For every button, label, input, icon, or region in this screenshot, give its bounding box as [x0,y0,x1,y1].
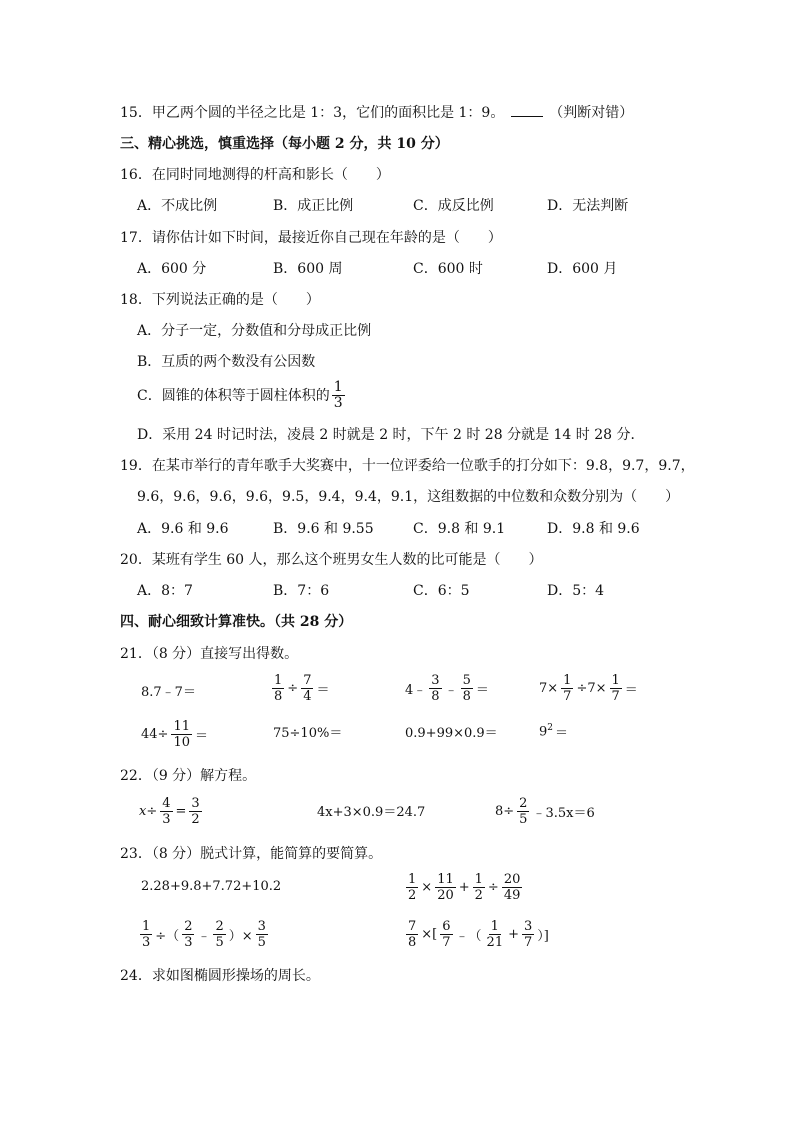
denominator: 8 [431,689,440,704]
equals-sign: = [175,804,187,819]
option-b: B．成正比例 [273,198,354,214]
expression-text: 7× [539,681,559,696]
equals-sign: ＝ [624,683,638,698]
numerator: 6 [442,919,451,934]
fraction [429,673,441,704]
expression-text: x÷ [139,804,158,819]
exponent: 2 [547,722,554,733]
fraction [522,919,534,950]
numerator: 7 [408,919,417,934]
option-a: A．600 分 [137,261,207,277]
question-24-stem: 24．求如图椭圆形操场的周长。 [120,968,320,984]
denominator: 3 [184,935,193,950]
question-17-stem: 17．请你估计如下时间，最接近你自己现在年龄的是（ ） [120,230,502,246]
numerator: 1 [611,673,620,688]
option-b: B．互质的两个数没有公因数 [137,354,316,370]
denominator: 20 [437,888,454,903]
answer-blank [511,104,543,117]
operator: ÷ [287,681,299,696]
expression [272,722,343,740]
numerator: 3 [191,796,200,811]
numerator: 20 [503,872,521,887]
option-d: D．5：4 [547,583,605,599]
equation [494,796,596,827]
expression [404,919,550,950]
expression [404,722,499,740]
denominator: 7 [524,935,533,950]
fraction [160,796,172,827]
expression [538,722,569,740]
option-c: C．600 时 [413,261,483,277]
equals-sign: ＝ [475,683,489,698]
option-d: D．采用 24 时记时法，凌晨 2 时就是 2 时，下午 2 时 28 分就是 14 时 28 分． [137,427,645,443]
denominator: 7 [442,935,451,950]
numerator: 2 [215,919,224,934]
expression-text: 75÷10%＝ [273,725,343,741]
question-20-stem: 20．某班有学生 60 人，那么这个班男女生人数的比可能是（ ） [120,552,543,568]
numerator: 3 [257,919,266,934]
numerator: 1 [333,379,343,395]
operator: ×[ [421,927,438,942]
denominator: 49 [503,888,521,903]
expression-text: 8÷ [495,804,515,819]
section-3-heading: 三、精心挑选，慎重选择（每小题 2 分，共 10 分） [120,136,449,152]
expression-text: 8.7﹣7＝ [141,684,196,700]
question-16-stem: 16．在同时同地测得的杆高和影长（ ） [120,167,390,183]
numerator: 4 [162,796,171,811]
denominator: 5 [215,935,224,950]
expression [138,919,270,950]
fraction [301,673,313,704]
option-c: C．6：5 [413,583,470,599]
fraction [435,872,456,903]
numerator: 1 [274,673,283,688]
operator: ﹣ [197,929,211,944]
fraction [517,796,529,827]
option-a: A．不成比例 [137,198,218,214]
expression [538,673,639,704]
expression-text: 4x+3×0.9＝24.7 [317,804,426,820]
operator: + [458,880,470,895]
fraction [406,872,418,903]
expression [140,877,282,895]
numerator: 7 [303,673,312,688]
question-22-stem: 22．（9 分）解方程。 [120,768,257,784]
option-d: D．600 月 [547,261,618,277]
denominator: 3 [162,812,171,827]
denominator: 8 [274,689,283,704]
denominator: 10 [173,735,190,750]
expression-text: 0.9+99×0.9＝ [405,725,498,741]
question-18-stem: 18．下列说法正确的是（ ） [120,292,320,308]
expression-text: 44÷ [141,727,169,742]
question-21-stem: 21．（8 分）直接写出得数。 [120,646,299,662]
equation [138,796,204,827]
denominator: 4 [303,689,312,704]
option-a: A．8：7 [137,583,193,599]
operator: ）× [228,929,253,944]
question-19-stem-line2: 9.6，9.6，9.6，9.6，9.5，9.4，9.4，9.1，这组数据的中位数和众数分别为（ ） [137,489,680,505]
operator: ）] [537,929,549,944]
fraction [473,872,485,903]
option-c [137,380,347,411]
option-d: D．9.8 和 9.6 [547,521,640,537]
expression-text: 2.28+9.8+7.72+10.2 [141,878,282,894]
equals-sign: ＝ [555,725,569,741]
denominator: 5 [257,935,266,950]
numerator: 2 [184,919,193,934]
option-d: D．无法判断 [547,198,629,214]
fraction [171,719,192,750]
fraction [485,919,506,950]
numerator: 1 [474,872,483,887]
fraction [256,919,268,950]
option-b: B．7：6 [273,583,330,599]
expression [404,673,490,704]
fraction [610,673,622,704]
numerator: 3 [431,673,440,688]
numerator: 11 [173,719,190,734]
denominator: 8 [408,935,417,950]
expression-text: ﹣3.5x＝6 [532,806,595,821]
fraction [561,673,573,704]
option-c-text: C．圆锥的体积等于圆柱体积的 [137,387,330,404]
operator: + [508,927,519,942]
operator: ﹣ [444,683,458,698]
fraction [189,796,201,827]
fraction [182,919,194,950]
option-c: C．9.8 和 9.1 [413,521,506,537]
denominator: 2 [408,888,417,903]
denominator: 3 [142,935,151,950]
expression [270,673,330,704]
numerator: 1 [142,919,151,934]
denominator: 5 [519,812,528,827]
denominator: 21 [486,935,504,950]
equation [316,801,426,819]
operator: ﹣（ [455,929,482,944]
numerator: 1 [563,673,572,688]
numerator: 2 [519,796,528,811]
equals-sign: ＝ [316,683,330,698]
option-b: B．600 周 [273,261,343,277]
expression-text: 4﹣ [405,683,427,698]
expression [404,872,524,903]
fraction [140,919,152,950]
fraction [272,673,284,704]
denominator: 8 [462,689,471,704]
fraction [502,872,523,903]
fraction [461,673,473,704]
numerator: 11 [437,872,454,887]
fraction [406,919,418,950]
denominator: 3 [333,395,343,411]
denominator: 2 [191,812,200,827]
base: 9 [539,724,548,740]
operator: ÷ [487,880,499,895]
expression [140,679,197,701]
operator: ÷7× [576,681,607,696]
question-15-suffix: （判断对错） [549,105,634,121]
option-c: C．成反比例 [413,198,494,214]
option-a: A．分子一定，分数值和分母成正比例 [137,323,372,339]
question-19-stem-line1: 19．在某市举行的青年歌手大奖赛中，十一位评委给一位歌手的打分如下：9.8，9.7，9.7， [120,458,695,474]
option-b: B．9.6 和 9.55 [273,521,374,537]
denominator: 2 [474,888,483,903]
option-a: A．9.6 和 9.6 [137,521,229,537]
equals-sign: ＝ [194,729,208,744]
fraction [332,380,345,411]
denominator: 7 [611,689,620,704]
power [539,723,553,739]
fraction [440,919,452,950]
operator: ÷（ [155,929,180,944]
numerator: 5 [462,673,471,688]
operator: × [421,880,433,895]
question-15-text: 15．甲乙两个圆的半径之比是 1：3，它们的面积比是 1：9。 [120,105,505,121]
numerator: 3 [524,919,533,934]
numerator: 1 [490,919,499,934]
section-4-heading: 四、耐心细致计算准快。（共 28 分） [120,614,353,630]
question-15 [120,104,633,122]
numerator: 1 [408,872,417,887]
denominator: 7 [563,689,572,704]
fraction [213,919,225,950]
question-23-stem: 23．（8 分）脱式计算，能简算的要简算。 [120,846,383,862]
expression [140,719,209,750]
